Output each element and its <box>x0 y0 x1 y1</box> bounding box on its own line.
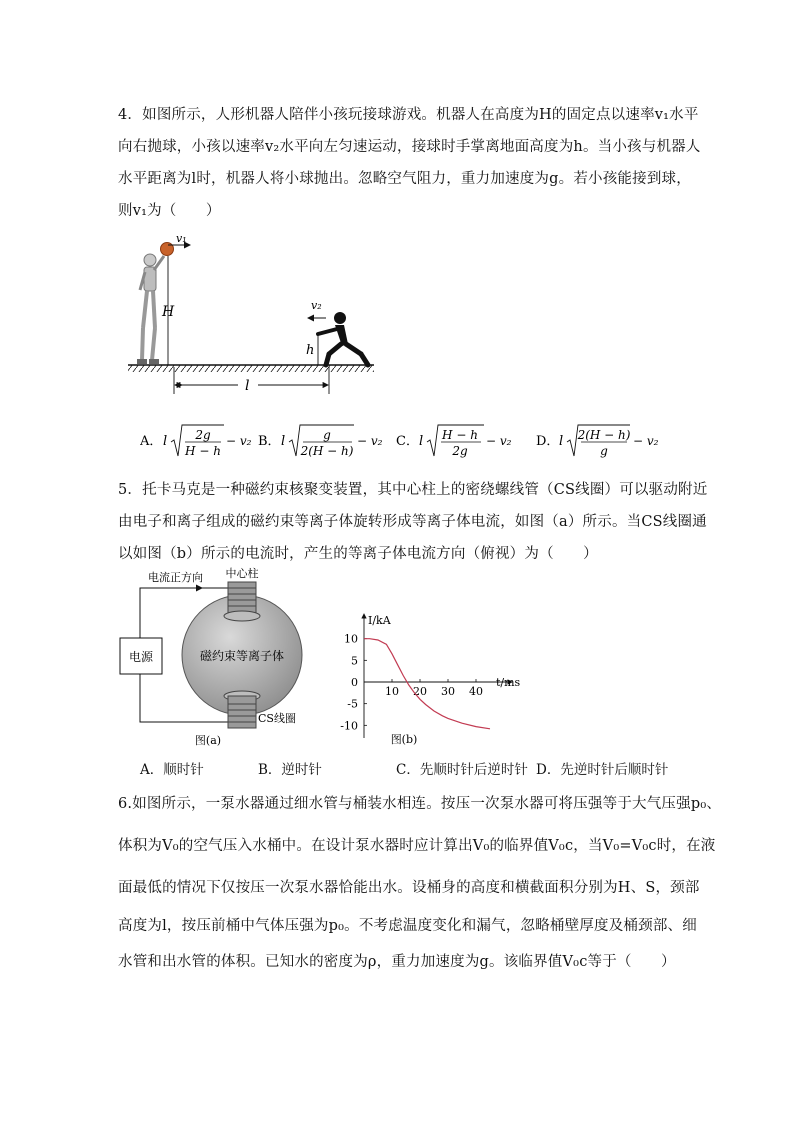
x-tick-label: 20 <box>413 685 427 698</box>
big-h-label: H <box>162 304 175 320</box>
svg-text:2(H − h): 2(H − h) <box>300 444 354 458</box>
svg-text:B．: B． <box>258 434 281 449</box>
center-column-top-coil <box>224 582 260 621</box>
svg-text:H − h: H − h <box>185 444 221 458</box>
x-axis-label: t/ms <box>496 676 521 689</box>
v2-label: v₂ <box>311 299 322 312</box>
child-icon <box>318 312 368 365</box>
q4-option-c[interactable] <box>396 420 516 466</box>
q5-option-a[interactable]: A．顺时针 <box>140 762 204 778</box>
svg-text:H − h: H − h <box>442 428 478 442</box>
current-curve <box>364 639 490 729</box>
x-tick-label: 40 <box>469 685 483 698</box>
l-label: l <box>245 378 250 394</box>
svg-text:l: l <box>163 434 168 449</box>
figure-b-caption: 图(b) <box>390 733 418 746</box>
q5-line-1: 5．托卡马克是一种磁约束核聚变装置，其中心柱上的密绕螺线管（CS线圈）可以驱动附近 <box>118 482 708 498</box>
power-source-label: 电源 <box>128 650 154 664</box>
q6-line-5: 水管和出水管的体积。已知水的密度为ρ，重力加速度为g。该临界值V₀c等于（ ） <box>118 954 676 970</box>
ball-icon <box>161 243 174 256</box>
robot-icon <box>137 254 164 364</box>
y-axis-label: I/kA <box>368 614 391 627</box>
svg-text:D．: D． <box>536 434 560 449</box>
plasma-label: 磁约束等离子体 <box>199 649 285 663</box>
q5-figure-a <box>118 566 328 748</box>
q4-line-2: 向右抛球，小孩以速率v₂水平向左匀速运动，接球时手掌离地面高度为h。当小孩与机器人 <box>118 139 701 155</box>
q6-line-2: 体积为V₀的空气压入水桶中。在设计泵水器时应计算出V₀的临界值V₀c，当V₀=V₀c时，在液 <box>118 838 716 854</box>
q5-option-d[interactable]: D．先逆时针后顺时针 <box>536 762 669 778</box>
svg-text:2g: 2g <box>195 428 211 442</box>
small-h-label: h <box>306 343 315 358</box>
q5-line-2: 由电子和离子组成的磁约束等离子体旋转形成等离子体电流，如图（a）所示。当CS线圈通 <box>118 514 707 530</box>
q4-line-4: 则v₁为（ ） <box>118 203 221 219</box>
svg-text:A．: A． <box>140 434 163 449</box>
y-tick-label: -5 <box>347 697 358 711</box>
ground-hatch <box>128 365 374 372</box>
q6-line-3: 面最低的情况下仅按压一次泵水器恰能出水。设桶身的高度和横截面积分别为H、S，颈部 <box>118 880 700 896</box>
svg-text:g: g <box>323 428 331 442</box>
x-tick-label: 10 <box>385 685 399 698</box>
q4-option-a[interactable] <box>140 420 252 466</box>
q4-option-a-formula <box>140 420 252 462</box>
svg-text:2(H − h): 2(H − h) <box>577 428 631 442</box>
origin-label: 0 <box>351 676 358 689</box>
svg-text:l: l <box>419 434 424 449</box>
svg-text:l: l <box>281 434 286 449</box>
y-tick-label: 5 <box>351 654 358 668</box>
q5-line-3: 以如图（b）所示的电流时，产生的等离子体电流方向（俯视）为（ ） <box>118 546 598 562</box>
q4-option-c-formula <box>396 420 516 462</box>
q4-option-b[interactable] <box>258 420 384 466</box>
q4-figure <box>118 232 388 402</box>
y-tick-label: -10 <box>340 719 358 733</box>
q4-option-b-formula <box>258 420 384 462</box>
q6-line-4: 高度为l，按压前桶中气体压强为p₀。不考虑温度变化和漏气，忽略桶壁厚度及桶颈部、细 <box>118 918 697 934</box>
q5-figure-b-chart <box>334 610 524 750</box>
q4-line-1: 4．如图所示，人形机器人陪伴小孩玩接球游戏。机器人在高度为H的固定点以速率v₁水平 <box>118 107 699 123</box>
q4-option-d[interactable] <box>536 420 660 466</box>
q5-option-b[interactable]: B．逆时针 <box>258 762 322 778</box>
svg-text:l: l <box>559 434 564 449</box>
svg-text:− v₂: − v₂ <box>226 434 252 448</box>
svg-text:− v₂: − v₂ <box>486 434 512 448</box>
svg-text:− v₂: − v₂ <box>357 434 383 448</box>
q4-line-3: 水平距离为l时，机器人将小球抛出。忽略空气阻力，重力加速度为g。若小孩能接到球， <box>118 171 691 187</box>
svg-text:2g: 2g <box>452 444 468 458</box>
q4-option-d-formula <box>536 420 660 462</box>
center-column-label: 中心柱 <box>225 567 259 580</box>
current-direction-label: 电流正方向 <box>148 571 203 584</box>
q5-option-c[interactable]: C．先顺时针后逆时针 <box>396 762 528 778</box>
cs-coil-label: CS线圈 <box>258 712 296 725</box>
x-tick-label: 30 <box>441 685 455 698</box>
q6-line-1: 6.如图所示，一泵水器通过细水管与桶装水相连。按压一次泵水器可将压强等于大气压强p₀、 <box>118 796 722 812</box>
svg-text:g: g <box>600 444 608 458</box>
svg-text:C．: C． <box>396 434 419 449</box>
y-tick-label: 10 <box>344 632 358 646</box>
center-column-bottom-coil <box>224 691 260 728</box>
svg-text:− v₂: − v₂ <box>633 434 659 448</box>
figure-a-caption: 图(a) <box>194 734 222 747</box>
v1-label: v₁ <box>176 232 187 245</box>
